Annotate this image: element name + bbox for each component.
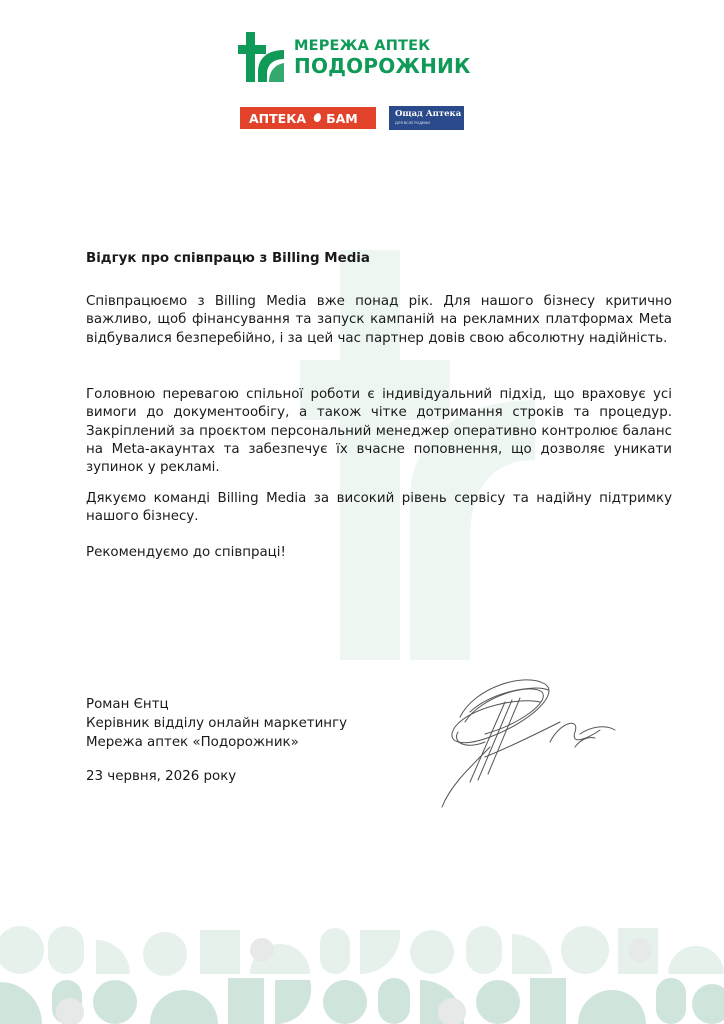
handwritten-signature — [430, 662, 630, 812]
logo-text-network: МЕРЕЖА АПТЕК — [294, 38, 431, 54]
bam-logo-left-text: АПТЕКА — [241, 108, 312, 128]
pharmacy-cross-icon — [238, 32, 286, 82]
oschad-logo-subtitle: ДЛЯ ВСІЄЇ РОДИНИ — [395, 121, 430, 125]
apteka-bam-logo — [240, 107, 376, 129]
signatory-organization: Мережа аптек «Подорожник» — [86, 735, 299, 750]
paragraph-advantages: Головною перевагою спільної роботи є індивідуальний підхід, що враховує усі вимоги до документообігу, а також чітке дотримання строків та процедур. Закріплений за проєктом персональний менеджер оперативно контролює баланс на Meta-акаунтах та забезпечує їх вчасне поповнення, що дозволяє уникати зупинок у рекламі. — [86, 387, 672, 476]
podorozhnyk-logo — [238, 32, 478, 88]
paragraph-recommendation: Рекомендуємо до співпраці! — [86, 545, 286, 560]
signatory-position: Керівник відділу онлайн маркетингу — [86, 716, 348, 731]
paragraph-intro: Співпрацюємо з Billing Media вже понад рік. Для нашого бізнесу критично важливо, щоб фінансування та запуск кампаній на рекламних платформах Meta відбувалися безперебійно, і за цей час партнер довів свою абсолютну надійність. — [86, 294, 672, 346]
letter-title: Відгук про співпрацю з Billing Media — [86, 251, 370, 266]
signatory-name: Роман Єнтц — [86, 697, 169, 712]
drop-icon — [312, 108, 322, 128]
logo-text-brand: ПОДОРОЖНИК — [294, 54, 471, 78]
bam-logo-right-text: БАМ — [322, 108, 375, 128]
oschad-apteka-logo — [389, 106, 464, 130]
decorative-footer-pattern — [0, 920, 724, 1024]
paragraph-thanks: Дякуємо команді Billing Media за високий рівень сервісу та надійну підтримку нашого бізнесу. — [86, 491, 672, 525]
letter-date: 23 червня, 2026 року — [86, 769, 237, 784]
oschad-logo-title: Ощад Аптека — [395, 109, 462, 119]
